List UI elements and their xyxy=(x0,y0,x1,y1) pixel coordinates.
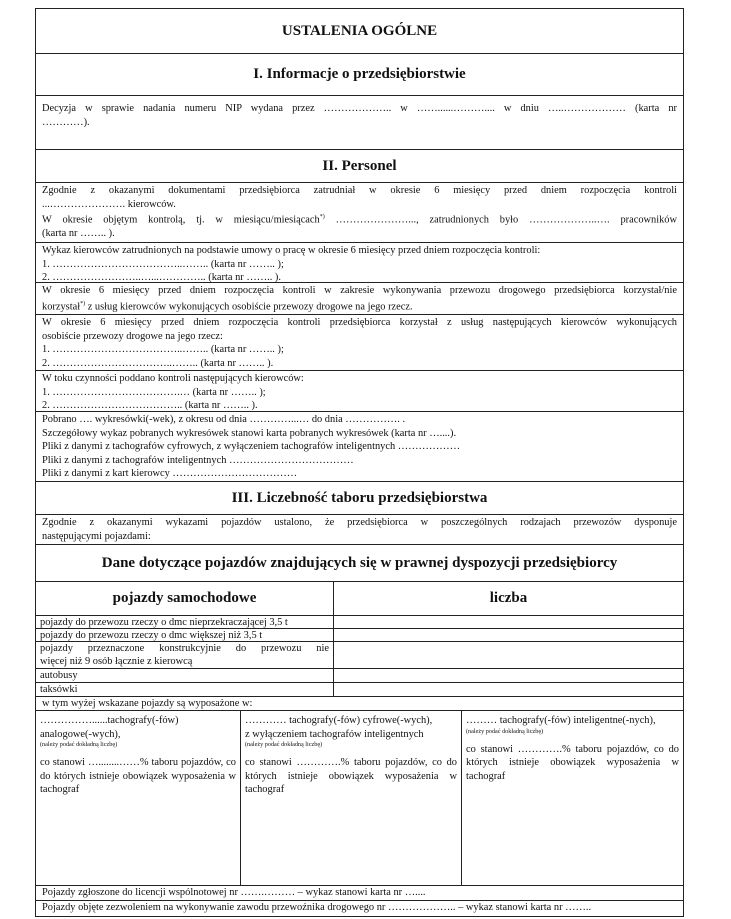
analog-tachographs: ……………......tachografy(-fów) analogowe(-wych), (należy podać dokładną liczbę) co stanowi …........……% taboru pojazdów, co do których istnieje obowiązek wyposażenia w tachograf xyxy=(36,711,241,885)
section3-title: III. Liczebność taboru przedsiębiorstwa xyxy=(36,482,683,515)
carrier-permit: Pojazdy objęte zezwoleniem na wykonywanie zawodu przewoźnika drogowego nr ……………….. – wykaz stanowi karta nr …….. xyxy=(42,902,592,913)
col-vehicles: pojazdy samochodowe xyxy=(36,582,334,615)
digital-tachographs: ………… tachografy(-fów) cyfrowe(-wych), z wyłączeniem tachografów inteligentnych (należy podać dokładną liczbę) co stanowi ………….% taboru pojazdów, co do których istnieje obowiązek wyposażenia w tachograf xyxy=(241,711,462,885)
collected-records: Pobrano …. wykresówki(-wek), z okresu od dnia …………...… do dnia ……………. . Szczegółowy wykaz pobranych wykresówek stanowi karta pobranych wykresówek (karta nr …....). Pliki z danymi z tachografów cyfrowych, z wyłączeniem tachografów inteligentnych ……………… Pliki z danymi z tachografów inteligentnych ……………………………… Pliki z danymi z kart kierowcy ……………………………… xyxy=(36,412,683,482)
col-count: liczba xyxy=(489,590,528,606)
count-cell[interactable] xyxy=(334,616,683,628)
equipment-intro: w tym wyżej wskazane pojazdy są wyposażone w: xyxy=(36,697,683,711)
count-cell[interactable] xyxy=(334,669,683,682)
table-row: autobusy xyxy=(36,669,683,683)
external-drivers-list: W okresie 6 miesięcy przed dniem rozpoczęcia kontroli przedsiębiorca korzystał z usług następujących kierowców wykonujących osobiście przewozy drogowe na jego rzecz: 1. ………………………………..…….. (karta nr …….. ); 2. ……………………………..…….. (karta nr …….. ). xyxy=(36,315,683,371)
tachograph-columns xyxy=(36,711,683,886)
personnel-employment: Zgodnie z okazanymi dokumentami przedsiębiorca zatrudniał w okresie 6 miesięcy przed dniem rozpoczęcia kontroli ...…………………. kierowców. W okresie objętym kontrolą, tj. w miesiącu/miesiącach*) …………………..., zatrudnionych było ………………..…. pracowników (karta nr …….. ). xyxy=(36,183,683,243)
inspected-drivers: W toku czynności poddano kontroli następujących kierowców: 1. ……………………………….… (karta nr …….. ); 2. ……………………………….. (karta nr …….. ). xyxy=(36,371,683,412)
section2-title: II. Personel xyxy=(36,150,683,183)
vehicle-table-header xyxy=(36,582,683,616)
smart-tachographs: ……… tachografy(-fów) inteligentne(-nych), (należy podać dokładną liczbę) co stanowi ………….% taboru pojazdów, co do których istnieje obowiązek wyposażenia w tachograf xyxy=(466,715,679,782)
employed-drivers-list: Wykaz kierowców zatrudnionych na podstawie umowy o pracę w okresie 6 miesięcy przed dniem rozpoczęcia kontroli: 1. ………………………………..…….. (karta nr …….. ); 2. ……………………..…...………….. (karta nr …….. ). xyxy=(36,243,683,283)
vehicle-table-title: Dane dotyczące pojazdów znajdujących się w prawnej dyspozycji przedsiębiorcy xyxy=(36,545,683,582)
count-cell[interactable] xyxy=(334,683,683,696)
form-title: USTALENIA OGÓLNE xyxy=(36,9,683,54)
count-cell[interactable] xyxy=(334,629,683,641)
inspection-form xyxy=(35,8,684,917)
fleet-intro: Zgodnie z okazanymi wykazami pojazdów ustalono, że przedsiębiorca w poszczególnych rodzajach przewozów dysponuje następującymi pojazdami: xyxy=(36,515,683,545)
nip-decision: Decyzja w sprawie nadania numeru NIP wydana przez ……………….. w ……......……….... w dniu …..……………… (karta nr …………). xyxy=(36,96,683,150)
table-row: taksówki xyxy=(36,683,683,697)
table-row: pojazdy do przewozu rzeczy o dmc nieprzekraczającej 3,5 t xyxy=(36,616,683,629)
table-row: pojazdy do przewozu rzeczy o dmc większej niż 3,5 t xyxy=(36,629,683,642)
count-cell[interactable] xyxy=(334,642,683,668)
table-row: pojazdy przeznaczone konstrukcyjnie do przewozu nie więcej niż 9 osób łącznie z kierowcą xyxy=(36,642,683,669)
community-licence: Pojazdy zgłoszone do licencji wspólnotowej nr …….……… – wykaz stanowi karta nr ….... xyxy=(36,886,683,901)
external-drivers-statement: W okresie 6 miesięcy przed dniem rozpoczęcia kontroli w zakresie wykonywania przewozu drogowego przedsiębiorca korzystał/nie korzystał*) z usług kierowców wykonujących osobiście przewozy drogowe na jego rzecz. xyxy=(36,283,683,315)
section1-title: I. Informacje o przedsiębiorstwie xyxy=(36,54,683,96)
